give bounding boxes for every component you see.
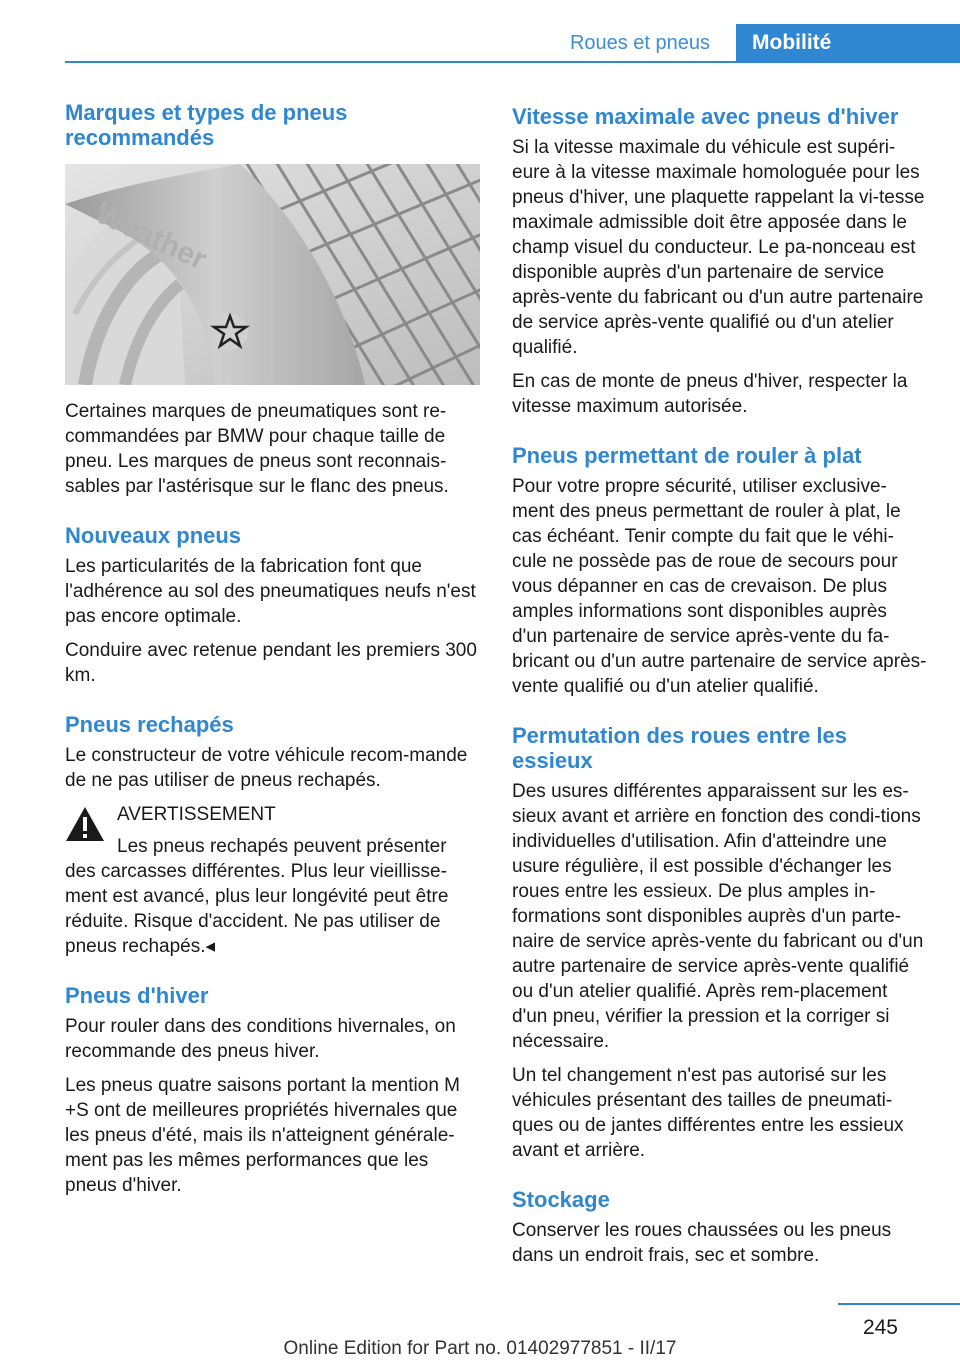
retread-section xyxy=(65,712,480,959)
page-number: 245 xyxy=(862,1316,898,1339)
rotation-heading: Permutation des roues entre les essieux xyxy=(512,723,847,773)
left-column xyxy=(65,100,480,1207)
chapter-tab[interactable]: Mobilité xyxy=(736,24,960,62)
winter-tires-heading: Pneus d'hiver xyxy=(65,983,209,1008)
tire-illustration xyxy=(65,164,480,385)
speed-paragraph-2: En cas de monte de pneus d'hiver, respecter la vitesse maximum autorisée. xyxy=(512,371,908,417)
storage-section xyxy=(512,1187,927,1268)
winter-tires-paragraph-2: Les pneus quatre saisons portant la mention M +S ont de meilleures propriétés hivernales que les pneus d'été, mais ils n'atteignent générale-ment pas les mêmes performances que les pneus d'hiver. xyxy=(65,1075,461,1196)
star-marking-icon xyxy=(212,314,248,350)
new-tires-heading: Nouveaux pneus xyxy=(65,523,242,548)
header-rule xyxy=(65,61,960,63)
runflat-heading: Pneus permettant de rouler à plat xyxy=(512,443,862,468)
right-column xyxy=(512,100,927,1277)
retread-paragraph: Le constructeur de votre véhicule recom-mande de ne pas utiliser de pneus rechapés. xyxy=(65,745,468,791)
warning-box xyxy=(65,802,480,959)
rotation-section xyxy=(512,723,927,1163)
page-header xyxy=(0,24,960,62)
footer-rule xyxy=(838,1303,960,1305)
page-footer xyxy=(0,1300,960,1362)
winter-tires-section xyxy=(65,983,480,1198)
runflat-paragraph: Pour votre propre sécurité, utiliser exclusive-ment des pneus permettant de rouler à plat, le cas échéant. Tenir compte du fait que le véhi-cule ne possède pas de roue de secours pour vous dépanner en cas de crevaison. De plus amples informations sont disponibles auprès d'un partenaire de service après-vente du fa-bricant ou d'un autre partenaire de service après-vente qualifié ou d'un atelier qualifié. xyxy=(512,476,927,697)
rotation-paragraph-2: Un tel changement n'est pas autorisé sur les véhicules présentant des tailles de pneumati-ques ou de jantes différentes entre les essieux avant et arrière. xyxy=(512,1065,904,1161)
warning-triangle-icon xyxy=(65,806,105,842)
new-tires-paragraph-1: Les particularités de la fabrication font que l'adhérence au sol des pneumatiques neufs n'est pas encore optimale. xyxy=(65,556,476,627)
warning-title: AVERTISSEMENT xyxy=(117,804,276,825)
retread-heading: Pneus rechapés xyxy=(65,712,234,737)
runflat-section xyxy=(512,443,927,699)
edition-note: Online Edition for Part no. 01402977851 - II/17 xyxy=(283,1338,677,1359)
speed-heading: Vitesse maximale avec pneus d'hiver xyxy=(512,104,899,129)
new-tires-paragraph-2: Conduire avec retenue pendant les premiers 300 km. xyxy=(65,640,477,686)
winter-tires-paragraph-1: Pour rouler dans des conditions hivernales, on recommande des pneus hiver. xyxy=(65,1016,456,1062)
sidewall-text: Weather xyxy=(90,196,212,277)
speed-paragraph-1: Si la vitesse maximale du véhicule est supéri-eure à la vitesse maximale homologuée pour les pneus d'hiver, une plaquette rappelant la vi-tesse maximale admissible doit être apposée dans le champ visuel du conducteur. Le pa-nonceau est disponible auprès d'un partenaire de service après-vente du fabricant ou d'un autre partenaire de service après-vente qualifié ou d'un atelier qualifié. xyxy=(512,137,925,358)
new-tires-section xyxy=(65,523,480,688)
brands-text: Certaines marques de pneumatiques sont re-commandées par BMW pour chaque taille de pneu. Les marques de pneus sont reconnais-sables par l'astérisque sur le flanc des pneus. xyxy=(65,401,449,497)
section-tab[interactable]: Roues et pneus xyxy=(569,32,711,54)
rotation-paragraph-1: Des usures différentes apparaissent sur les es-sieux avant et arrière en fonction des condi-tions individuelles d'utilisation. Afin d'atteindre une usure régulière, il est possible d'échanger les roues entre les essieux. De plus amples in-formations sont disponibles auprès d'un parte-naire de service après-vente du fabricant ou d'un autre partenaire de service après-vente qualifié ou d'un atelier qualifié. Après rem-placement d'un pneu, vérifier la pression et la corriger si nécessaire. xyxy=(512,781,924,1052)
warning-text: Les pneus rechapés peuvent présenter des carcasses différentes. Plus leur vieillisse-ment est avancé, plus leur longévité peut être réduite. Risque d'accident. Ne pas utiliser de pneus rechapés.◂ xyxy=(65,836,449,957)
storage-paragraph: Conserver les roues chaussées ou les pneus dans un endroit frais, sec et sombre. xyxy=(512,1220,892,1266)
brands-heading: Marques et types de pneus recommandés xyxy=(65,100,348,150)
storage-heading: Stockage xyxy=(512,1187,610,1212)
